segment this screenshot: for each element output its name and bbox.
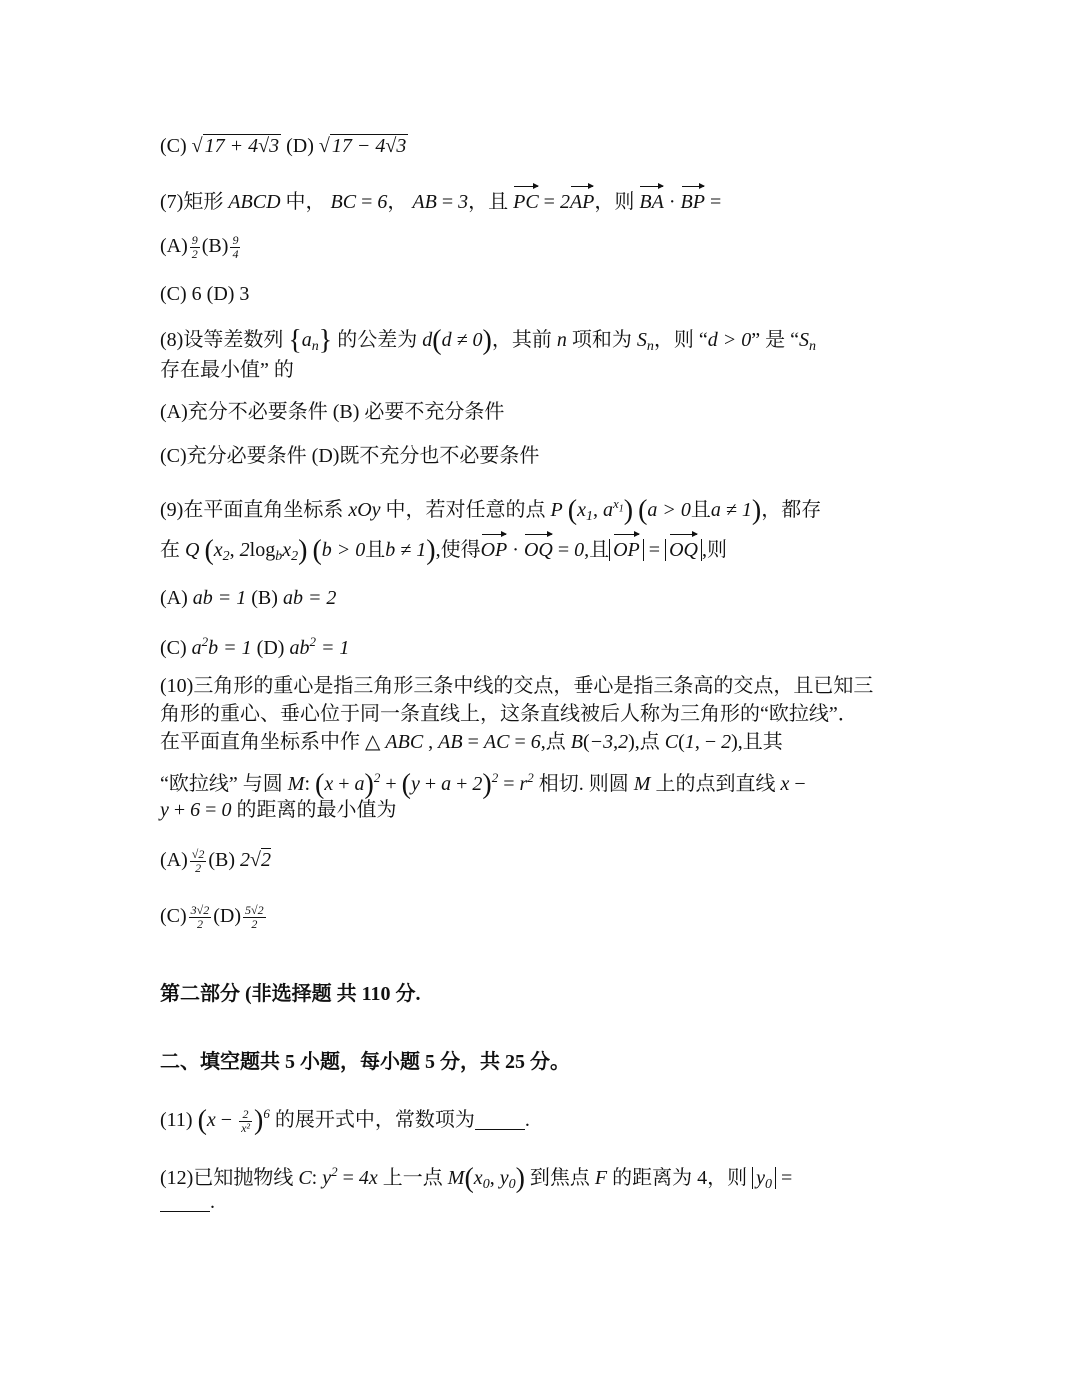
q6-options-cd: (C) √ 17 + 4√3 (D) √ 17 − 4√3 xyxy=(160,132,920,160)
q7-options-cd: (C) 6 (D) 3 xyxy=(160,283,250,305)
sqrt-d: √ 17 − 4√3 xyxy=(318,135,407,157)
q12-stem: (12)已知抛物线 C: $y^2 = 4x$ 上一点 $M(x_0$, $y_0$) 到焦点 F 的距离为 4，则 $y_0$ = xyxy=(160,1163,793,1194)
q9-stem: (9)在平面直角坐标系 xOy 中，若对任意的点 P ($x_1$, $a^{x_1}$) (a > 0且a ≠ 1)，都存 xyxy=(160,495,822,526)
q12-blank-line: . xyxy=(160,1188,920,1216)
q7-stem: (7)矩形 ABCD 中， BC = 6， AB = 3，且 PC = 2AP，则 BA · BP = xyxy=(160,184,920,216)
q10-options-cd: (C) $\frac{3√2}{2}$ (D) $\frac{5√2}{2}$ xyxy=(160,902,264,931)
q9-options-cd: (C) $a^2b = 1$ (D) $ab^2 = 1$ xyxy=(160,634,350,659)
part-two-heading: 第二部分 (非选择题 共 110 分. xyxy=(160,983,421,1005)
q10-line-5: y + 6 = 0 的距离的最小值为 xyxy=(160,799,397,821)
q11-answer-blank[interactable] xyxy=(475,1109,525,1130)
q10-line-2: 角形的重心、垂心位于同一条直线上，这条直线被后人称为三角形的“欧拉线”． xyxy=(160,703,858,725)
q10-line-1: (10)三角形的重心是指三角形三条中线的交点，垂心是指三条高的交点，且已知三 xyxy=(160,675,874,697)
q11-stem: (11) (x − $\frac{2}{\text{x²}}$ )$^6$ 的展开式中，常数项为 . xyxy=(160,1105,530,1136)
q9-stem-2: 在 Q ($x_2$, $2\log_bx_2$) (b > 0且b ≠ 1),使得OP · OQ = 0,且 OP = OQ ,则 xyxy=(160,532,920,571)
q8-stem-2: 存在最小值” 的 xyxy=(160,359,294,381)
q8-options-ab: (A)充分不必要条件 (B) 必要不充分条件 xyxy=(160,401,505,423)
sqrt-c: √ 17 + 4√3 xyxy=(191,135,280,157)
q8-options-cd: (C)充分必要条件 (D)既不充分也不必要条件 xyxy=(160,445,540,467)
q10-options-ab: (A) $\frac{√2}{2}$ (B) 2√2 xyxy=(160,846,272,875)
q12-answer-blank[interactable] xyxy=(160,1191,210,1212)
q10-line-3: 在平面直角坐标系中作 △ ABC , AB = AC = 6,点 B(−3,2),点 C(1, − 2),且其 xyxy=(160,731,783,753)
q9-options-ab: (A) ab = 1 (B) ab = 2 xyxy=(160,587,337,609)
section-two-heading: 二、填空题共 5 小题，每小题 5 分，共 25 分。 xyxy=(160,1051,570,1073)
q8-stem: (8)设等差数列 $\{a_n\}$ 的公差为 d(d ≠ 0)，其前 n 项和为 $S_n$，则 “d > 0” 是 “$S_n$ xyxy=(160,325,817,356)
q7-options-ab: (A) $\frac{9}{2}$ (B) $\frac{9}{4}$ xyxy=(160,232,239,261)
q10-line-4: “欧拉线” 与圆 M: $(x + a)^2 + (y + a + 2)^2 = r^2$ 相切. 则圆 M 上的点到直线 x − xyxy=(160,769,806,800)
